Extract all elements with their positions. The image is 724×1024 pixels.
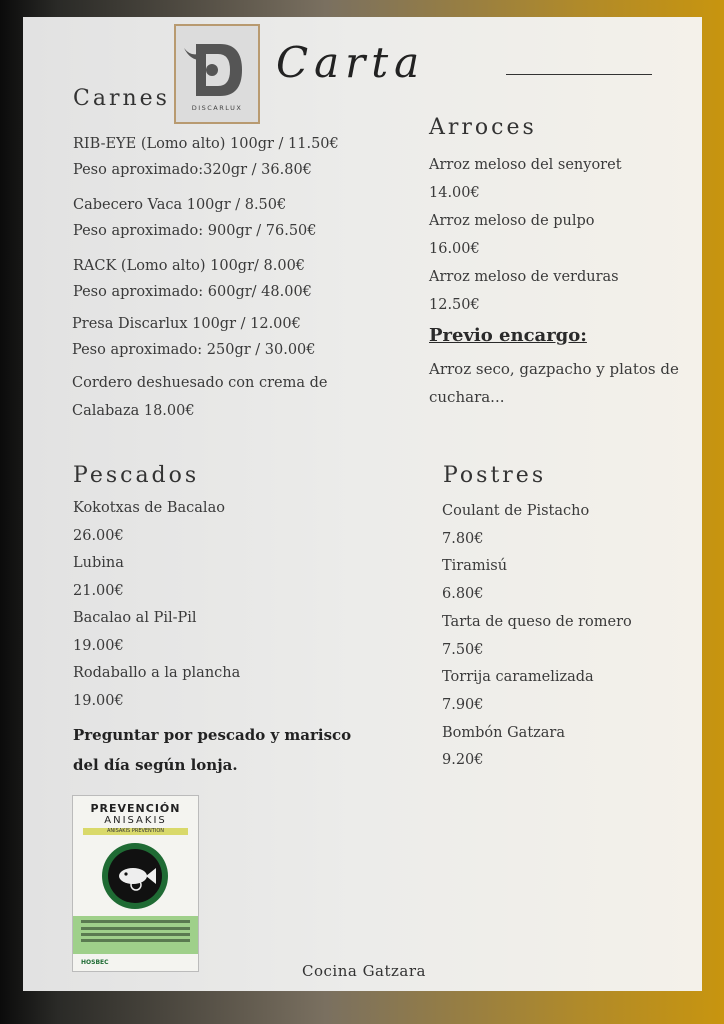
item-name: Arroz meloso del senyoret — [429, 157, 622, 173]
item-price: 9.20€ — [442, 752, 484, 769]
item-name: Lubina — [73, 555, 124, 571]
item-line: Peso aproximado: 250gr / 30.00€ — [72, 342, 316, 358]
previo-encargo-text — [429, 355, 679, 411]
item-price: 26.00€ — [73, 527, 124, 544]
pescados-list — [73, 495, 240, 715]
item-name: Coulant de Pistacho — [442, 503, 590, 519]
section-title-postres: Postres — [443, 463, 547, 488]
section-title-carnes: Carnes — [73, 86, 170, 111]
item-name: Torrija caramelizada — [442, 669, 594, 686]
arroces-list — [429, 151, 622, 319]
item-line: RIB-EYE (Lomo alto) 100gr / 11.50€ — [73, 136, 339, 152]
item-price: 7.50€ — [442, 641, 484, 658]
item-line: cuchara... — [429, 388, 505, 406]
item-price: 21.00€ — [73, 582, 124, 599]
poster-info-band — [73, 916, 198, 954]
note-line: del día según lonja. — [73, 756, 238, 774]
item-line: Cabecero Vaca 100gr / 8.50€ — [73, 197, 287, 213]
item-line: Calabaza 18.00€ — [72, 403, 195, 419]
poster-tag: ANISAKIS PREVENTION — [83, 828, 188, 835]
item-price: 19.00€ — [73, 637, 124, 654]
item-name: Rodaballo a la plancha — [73, 665, 241, 681]
item-name: Tarta de queso de romero — [442, 613, 632, 630]
carnes-item — [73, 253, 312, 305]
previo-encargo-title: Previo encargo: — [429, 325, 587, 346]
item-name: Arroz meloso de pulpo — [429, 213, 595, 229]
item-name: Tiramisú — [442, 558, 508, 575]
discarlux-logo — [174, 24, 260, 124]
poster-subtitle: ANISAKIS — [104, 815, 167, 826]
item-name: Arroz meloso de verduras — [429, 269, 619, 285]
item-line: Cordero deshuesado con crema de — [72, 375, 328, 391]
pescados-note — [73, 720, 351, 780]
item-price: 7.90€ — [442, 696, 484, 713]
item-line: Peso aproximado: 600gr/ 48.00€ — [73, 284, 312, 300]
item-price: 6.80€ — [442, 586, 484, 603]
footer-text: Cocina Gatzara — [302, 962, 426, 980]
anisakis-poster — [72, 795, 199, 972]
item-price: 16.00€ — [429, 241, 480, 257]
item-price: 7.80€ — [442, 530, 484, 547]
carnes-item — [73, 131, 339, 183]
poster-title: PREVENCIÓN — [90, 802, 181, 815]
poster-brand: HOSBEC — [81, 959, 109, 966]
item-price: 19.00€ — [73, 692, 124, 709]
section-title-pescados: Pescados — [73, 463, 200, 488]
item-price: 14.00€ — [429, 185, 480, 201]
item-name: Bombón Gatzara — [442, 724, 566, 741]
logo-text: DISCARLUX — [191, 104, 243, 112]
carnes-item — [72, 311, 316, 363]
item-line: Arroz seco, gazpacho y platos de — [429, 360, 679, 378]
item-name: Kokotxas de Bacalao — [73, 500, 225, 516]
carnes-item — [73, 192, 317, 244]
section-title-arroces: Arroces — [429, 115, 537, 140]
item-line: Peso aproximado:320gr / 36.80€ — [73, 162, 312, 178]
item-line: Peso aproximado: 900gr / 76.50€ — [73, 223, 317, 239]
page-title: Carta — [276, 38, 426, 87]
item-line: Presa Discarlux 100gr / 12.00€ — [72, 316, 301, 332]
item-name: Bacalao al Pil-Pil — [73, 610, 197, 626]
postres-list — [442, 498, 632, 775]
fish-icon — [100, 841, 170, 911]
item-line: RACK (Lomo alto) 100gr/ 8.00€ — [73, 258, 306, 274]
item-price: 12.50€ — [429, 297, 480, 313]
note-line: Preguntar por pescado y marisco — [73, 726, 352, 744]
carnes-item — [72, 369, 327, 425]
title-divider — [506, 74, 652, 75]
